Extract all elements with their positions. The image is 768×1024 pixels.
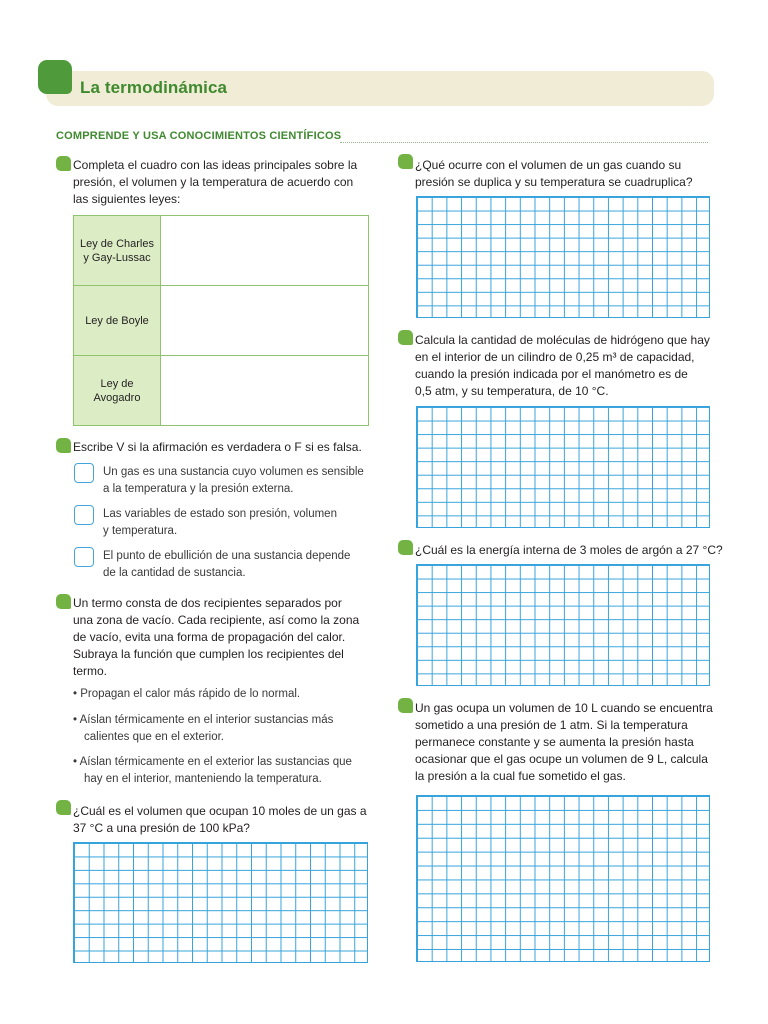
question-1-line: las siguientes leyes: [73, 192, 181, 206]
true-false-answer-box[interactable] [74, 505, 94, 525]
answer-grid[interactable] [416, 196, 710, 318]
question-4 [73, 803, 367, 837]
law-label-line: y Gay-Lussac [83, 251, 151, 264]
law-label-line: Avogadro [93, 391, 141, 404]
statement-text [103, 548, 350, 582]
statement-text [103, 464, 364, 498]
question-6-line: 0,5 atm, y su temperatura, de 10 °C. [415, 384, 609, 398]
question-8-line: la presión a la cual fue sometido el gas. [415, 769, 626, 783]
law-row-charles [74, 216, 368, 286]
option-line: calientes que en el exterior. [84, 731, 225, 743]
question-1-line: presión, el volumen y la temperatura de acuerdo con [73, 175, 354, 189]
question-6-line: Calcula la cantidad de moléculas de hidrógeno que hay [415, 333, 710, 347]
question-4-line: ¿Cuál es el volumen que ocupan 10 moles de un gas a [73, 804, 367, 818]
underline-option[interactable] [73, 754, 352, 788]
option-line: • Aíslan térmicamente en el interior sustancias más [73, 714, 334, 726]
title-tab-decoration [38, 60, 72, 94]
law-answer-cell[interactable] [161, 216, 368, 285]
question-3-line: de vacío, evita una forma de propagación del calor. [73, 630, 346, 644]
answer-grid[interactable] [416, 795, 710, 962]
question-bullet-icon [398, 330, 413, 345]
question-8 [415, 700, 713, 785]
question-3-line: Un termo consta de dos recipientes separados por [73, 596, 342, 610]
law-label-line: Ley de Boyle [85, 314, 149, 327]
law-row-boyle [74, 286, 368, 356]
true-false-answer-box[interactable] [74, 463, 94, 483]
question-2-instruction: Escribe V si la afirmación es verdadera o F si es falsa. [73, 440, 362, 454]
question-bullet-icon [56, 156, 71, 171]
question-1-line: Completa el cuadro con las ideas principales sobre la [73, 158, 358, 172]
laws-table [73, 215, 369, 426]
law-label [74, 286, 161, 355]
question-5-line: ¿Qué ocurre con el volumen de un gas cuando su [415, 158, 682, 172]
statement-line: Un gas es una sustancia cuyo volumen es sensible [103, 466, 364, 478]
option-line: hay en el interior, manteniendo la temperatura. [84, 773, 322, 785]
law-answer-cell[interactable] [161, 356, 368, 425]
answer-grid[interactable] [416, 406, 710, 528]
question-bullet-icon [398, 154, 413, 169]
question-8-line: permanece constante y se aumenta la presión hasta [415, 735, 694, 749]
question-3-line: Subraya la función que cumplen los recipientes del [73, 647, 344, 661]
question-bullet-icon [56, 438, 71, 453]
option-line: • Propagan el calor más rápido de lo normal. [73, 688, 301, 700]
question-8-line: Un gas ocupa un volumen de 10 L cuando se encuentra [415, 701, 713, 715]
law-answer-cell[interactable] [161, 286, 368, 355]
question-7 [415, 542, 723, 559]
question-3 [73, 595, 359, 680]
statement-line: a la temperatura y la presión externa. [103, 483, 294, 495]
underline-option[interactable] [73, 686, 300, 703]
law-row-avogadro [74, 356, 368, 425]
question-3-line: termo. [73, 664, 108, 678]
question-6-line: en el interior de un cilindro de 0,25 m³ de capacidad, [415, 350, 695, 364]
question-4-line: 37 °C a una presión de 100 kPa? [73, 821, 250, 835]
question-6 [415, 332, 710, 400]
section-divider [340, 142, 708, 143]
question-8-line: ocasionar que el gas ocupe un volumen de 9 L, calcula [415, 752, 708, 766]
statement-line: Las variables de estado son presión, volumen [103, 508, 337, 520]
question-bullet-icon [56, 594, 71, 609]
question-6-line: cuando la presión indicada por el manómetro es de [415, 367, 688, 381]
question-bullet-icon [398, 698, 413, 713]
page-title: La termodinámica [80, 78, 228, 97]
question-bullet-icon [398, 540, 413, 555]
underline-option[interactable] [73, 712, 333, 746]
question-3-line: una zona de vacío. Cada recipiente, así como la zona [73, 613, 360, 627]
answer-grid[interactable] [416, 564, 710, 686]
statement-line: de la cantidad de sustancia. [103, 567, 246, 579]
statement-text [103, 506, 337, 540]
law-label [74, 216, 161, 285]
true-false-answer-box[interactable] [74, 547, 94, 567]
option-line: • Aíslan térmicamente en el exterior las sustancias que [73, 756, 352, 768]
section-heading: COMPRENDE Y USA CONOCIMIENTOS CIENTÍFICOS [56, 130, 342, 142]
question-5-line: presión se duplica y su temperatura se cuadruplica? [415, 175, 693, 189]
question-5 [415, 157, 693, 191]
question-7-line: ¿Cuál es la energía interna de 3 moles de argón a 27 °C? [415, 543, 723, 557]
answer-grid[interactable] [73, 842, 368, 963]
question-8-line: sometido a una presión de 1 atm. Si la temperatura [415, 718, 688, 732]
question-1 [73, 157, 357, 208]
statement-line: El punto de ebullición de una sustancia depende [103, 550, 351, 562]
law-label-line: Ley de Charles [80, 237, 154, 250]
statement-line: y temperatura. [103, 525, 178, 537]
law-label-line: Ley de [100, 377, 134, 390]
law-label [74, 356, 161, 425]
question-2 [73, 439, 362, 456]
question-bullet-icon [56, 800, 71, 815]
